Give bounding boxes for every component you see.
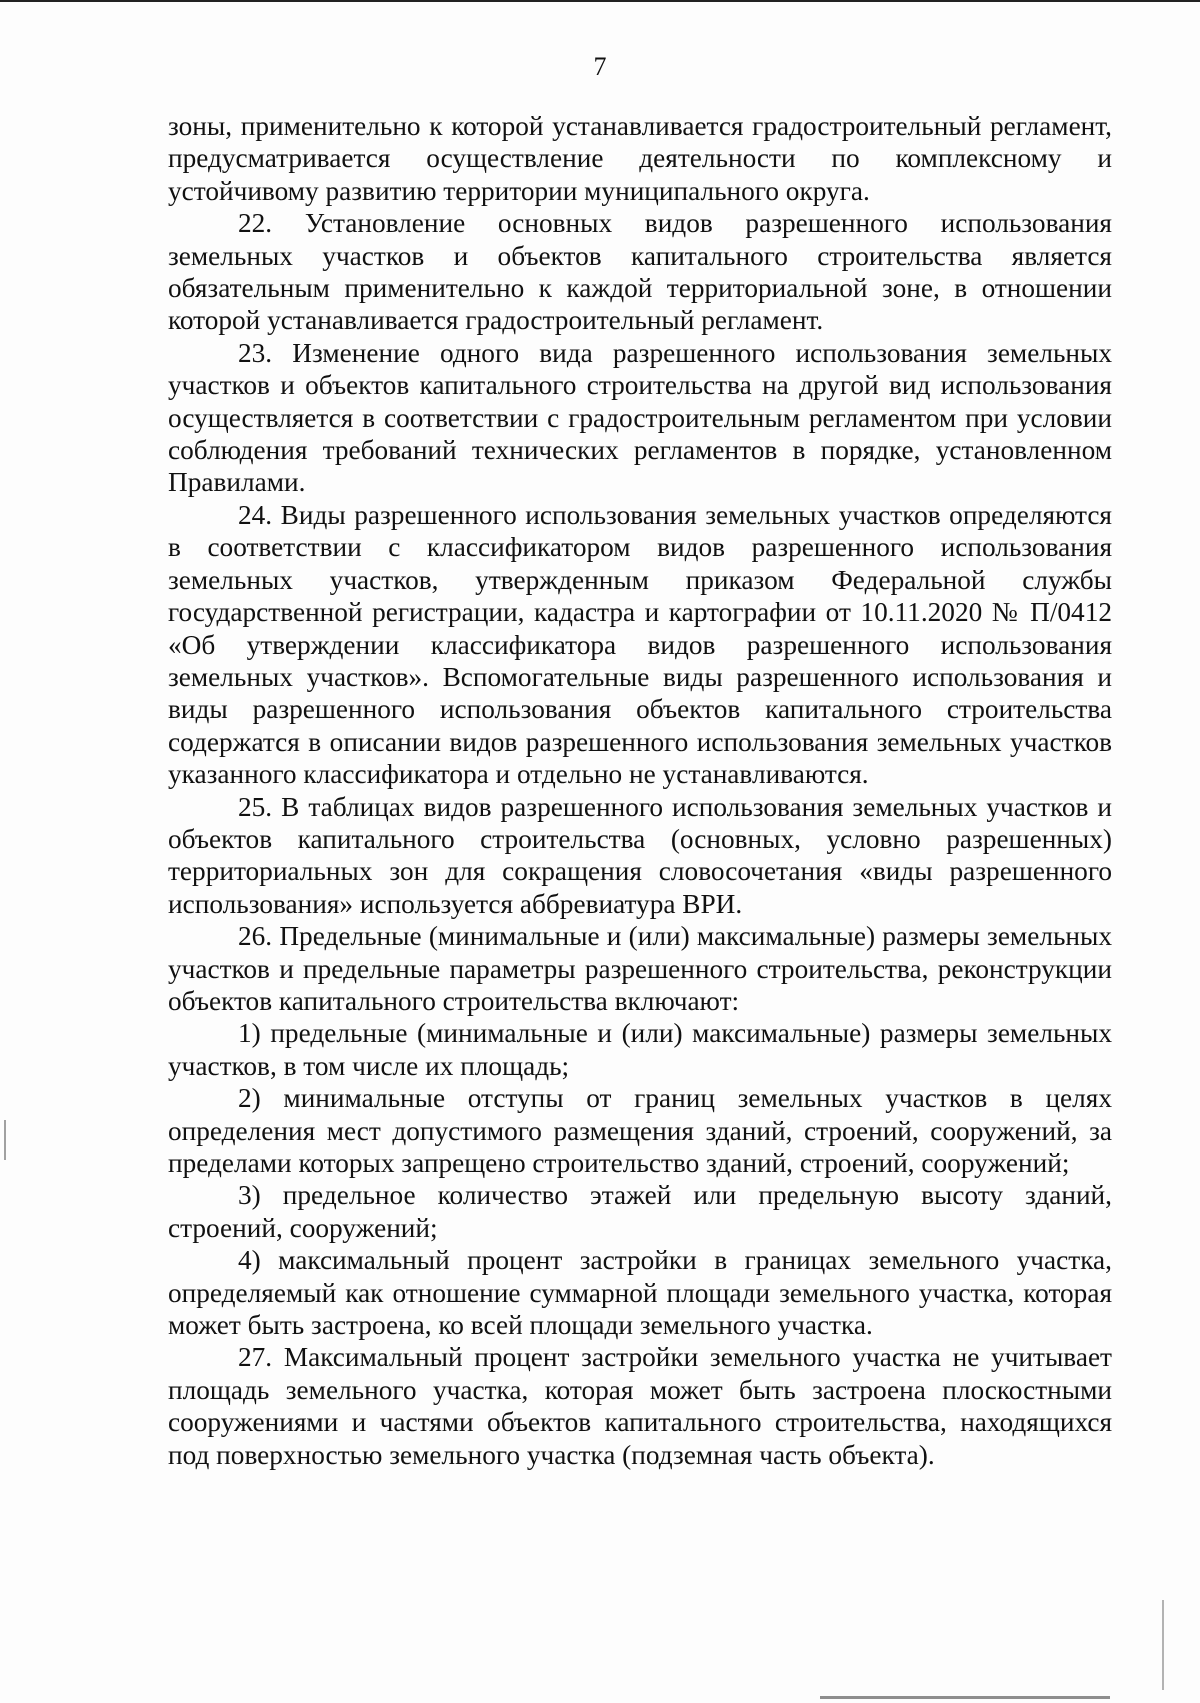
scan-edge-bottom [820,1696,1110,1699]
document-body [168,110,1112,1471]
list-item-3: 3) предельное количество этажей или предельную высоту зданий, строений, сооружений; [168,1180,1112,1243]
paragraph-25: 25. В таблицах видов разрешенного использования земельных участков и объектов капитального строительства (основных, условно разрешенных) территориальных зон для сокращения словосочетания «виды разрешенного использования» используется аббревиатура ВРИ. [168,791,1112,919]
paragraph-continuation: зоны, применительно к которой устанавливается градостроительный регламент, предусматривается осуществление деятельности по комплексному и устойчивому развитию территории муниципального округа. [168,111,1112,206]
list-item-4: 4) максимальный процент застройки в границах земельного участка, определяемый как отношение суммарной площади земельного участка, которая может быть застроена, ко всей площади земельного участка. [168,1245,1112,1341]
paragraph-27: 27. Максимальный процент застройки земельного участка не учитывает площадь земельного участка, которая может быть застроена плоскостными сооружениями и частями объектов капитального строительства, находящихся под поверхностью земельного участка (подземная часть объекта). [168,1342,1112,1470]
paragraph-22: 22. Установление основных видов разрешенного использования земельных участков и объектов капитального строительства является обязательным применительно к каждой территориальной зоне, в отношении которой устанавливается градостроительный регламент. [168,208,1112,336]
page-number: 7 [593,52,607,81]
scan-edge-top [0,0,1200,2]
scan-artifact-left [4,1120,6,1160]
list-item-1: 1) предельные (минимальные и (или) максимальные) размеры земельных участков, в том числе их площадь; [168,1018,1112,1081]
list-item-2: 2) минимальные отступы от границ земельных участков в целях определения мест допустимого размещения зданий, строений, сооружений, за пределами которых запрещено строительство зданий, строений, сооружений; [168,1083,1112,1178]
paragraph-24: 24. Виды разрешенного использования земельных участков определяются в соответствии с классификатором видов разрешенного использования земельных участков, утвержденным приказом Федеральной службы государственной регистрации, кадастра и картографии от 10.11.2020 № П/0412 «Об утверждении классификатора видов разрешенного использования земельных участков». Вспомогательные виды разрешенного использования и виды разрешенного использования объектов капитального строительства содержатся в описании видов разрешенного использования земельных участков указанного классификатора и отдельно не устанавливаются. [168,499,1112,790]
paragraph-23: 23. Изменение одного вида разрешенного использования земельных участков и объектов капитального строительства на другой вид использования осуществляется в соответствии с градостроительным регламентом при условии соблюдения требований технических регламентов в порядке, установленном Правилами. [168,337,1112,498]
paragraph-26: 26. Предельные (минимальные и (или) максимальные) размеры земельных участков и предельные параметры разрешенного строительства, реконструкции объектов капитального строительства включают: [168,921,1112,1016]
scan-artifact-right-margin [1162,1600,1164,1690]
